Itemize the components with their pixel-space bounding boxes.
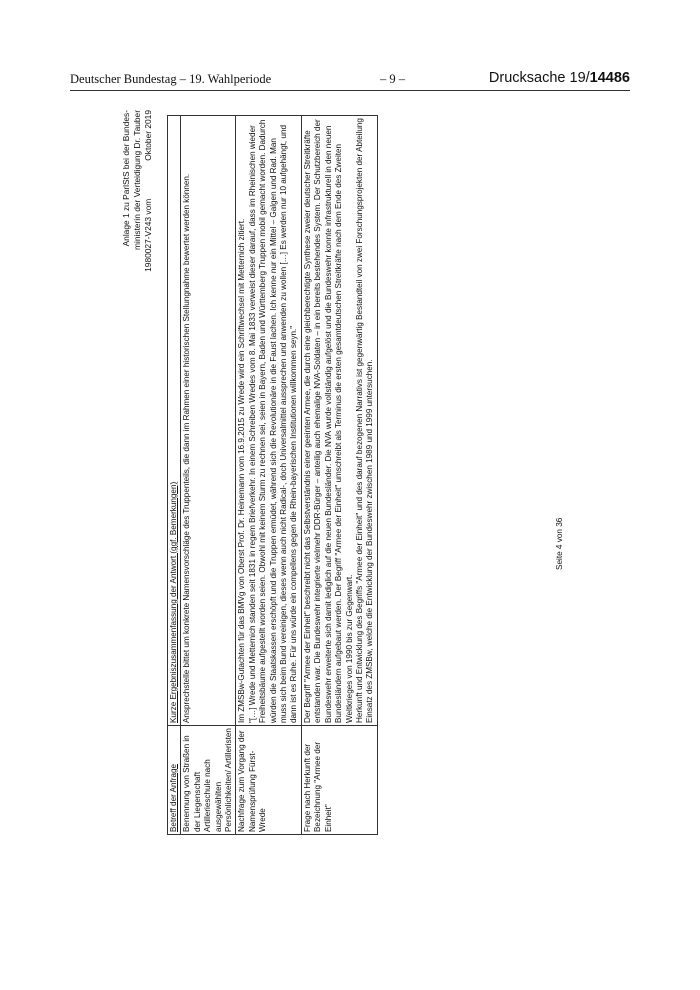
annex-note (121, 110, 154, 410)
answer-paragraph: Ansprechstelle bittet um konkrete Namensvorschläge des Truppenteils, die dann im Rahmen einer historischen Stellungnahme bewertet werden können. (182, 173, 192, 723)
annex-reference: 1980027-V243 vom (143, 198, 153, 272)
column-header-answer: Kurze Ergebniszusammenfassung der Antwort (ggf. Bemerkungen) (168, 116, 181, 726)
annex-date: Oktober 2019 (143, 110, 153, 161)
annex-line-2: ministerin der Verteidigung Dr. Tauber (132, 110, 142, 250)
row-answer (301, 116, 377, 726)
row-answer (236, 116, 301, 726)
drucksache-prefix: Drucksache 19/ (488, 70, 590, 86)
header-publication: Deutscher Bundestag – 19. Wahlperiode (70, 72, 272, 86)
row-subject: Nachfrage zum Vorgang der Namensprüfung Fürst-Wrede (236, 726, 301, 835)
annex-line-1: Anlage 1 zu ParlStS bei der Bundes- (121, 110, 131, 247)
row-subject: Benennung von Straßen in der Liegenschaft Artillerieschule nach ausgewählten Persönlichkeiten/ Artilleristen (181, 726, 236, 835)
row-subject: Frage nach Herkunft der Bezeichnung "Armee der Einheit" (301, 726, 377, 835)
row-answer (181, 116, 236, 726)
annex-line-3 (143, 110, 154, 410)
answer-quote: "[…] Wrede und Metternich standen seit 1831 in regem Briefverkehr. In einem Schreiben Wredes vom 8. Mai 1833 verweist dieser darauf, dass im Rheinischen wieder Freiheitsbäume aufgestellt worden seien. Obwohl mit keinem Sturm zu rechnen sei, seien in Bayern, Baden und Württemberg Truppen mobil gemacht worden. Dadurch würden die Staatskassen erschöpft und die Truppen ermüdet, während sich die Revolutionäre in die Faust lachen. Ich kenne nur ein Mittel – Galgen und Rad. Man muss sich beim Bund vereinigen, dieses wenn auch nicht Radical-, doch Universalmittel aussprechen und anwenden zu wollen […] Es werden nur 10 aufgehängt, und dann ist es Ruhe. Für uns würde ein compellens gegen die Rhein-bayerischen Institutionen willkommen seyn." (247, 119, 299, 723)
rotated-page (105, 80, 615, 920)
answer-paragraph: Im ZMSBw-Gutachten für das BMVg von Oberst Prof. Dr. Heinemann vom 16.9.2015 zu Wrede wird ein Schriftwechsel mit Metternich zitiert. (237, 218, 247, 723)
table-row (301, 116, 377, 835)
header-page-number: – 9 – (380, 72, 405, 86)
answer-paragraph: Herkunft und Entwicklung des Begriffs "Armee der Einheit" und des darauf bezogenen Narrativs ist gegenwärtig Bestandteil von zwei Forschungsprojekten der Abteilung Einsatz des ZMSBw, welche die Entwicklung der Bundeswehr zwischen 1989 und 1999 untersuchen. (354, 118, 375, 723)
answer-paragraph: Der Begriff "Armee der Einheit" beschreibt nicht das Selbstverständnis einer geeinten Armee, die durch eine gleichberechtigte Synthese zweier deutscher Streitkräfte entstanden war. Die Bundeswehr integrierte vielmehr DDR-Bürger – anteilig auch ehemalige NVA-Soldaten – in ein bereits bestehendes System. Der Schutzbereich der Bundeswehr erweiterte sich damit lediglich auf die neuen Bundesländer. Die NVA wurde vollständig aufgelöst und die Bundeswehr konnte infrastrukturell in den neuen Bundesländern aufgebaut werden. Der Begriff "Armee der Einheit" umschreibt als Terminus die ersten gesamtdeutschen Streitkräfte nach dem Ende des Zweiten Weltkrieges von 1990 bis zur Gegenwart. (302, 119, 354, 723)
column-header-subject: Betreff der Anfrage (168, 726, 181, 835)
table-row (236, 116, 301, 835)
drucksache-number: 14486 (589, 70, 630, 86)
table-header-row (168, 116, 181, 835)
table-row (181, 116, 236, 835)
results-table (167, 115, 378, 835)
page-footer: Seite 4 von 36 (555, 517, 564, 570)
